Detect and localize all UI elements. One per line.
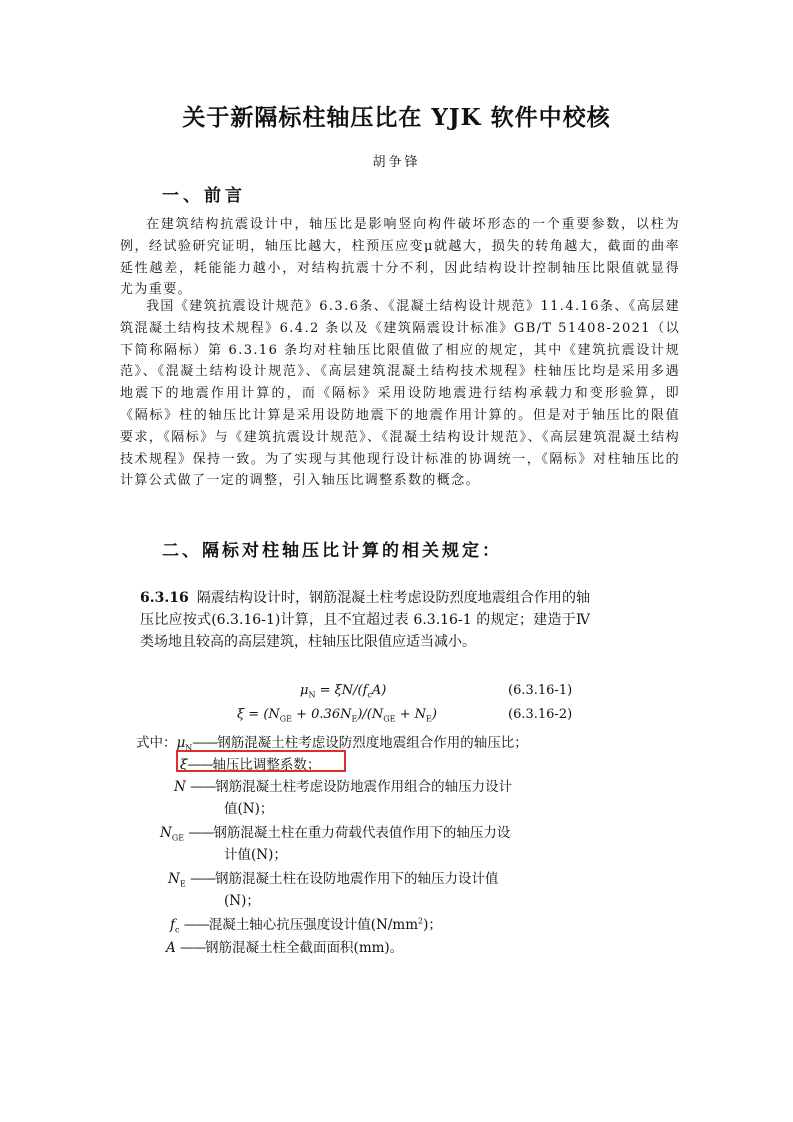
definition-a: A ——钢筋混凝土柱全截面面积(mm)。: [166, 940, 404, 956]
definition-nge: $N_{GE}$ ——钢筋混凝土柱在重力荷载代表值作用下的轴压力设: [160, 825, 511, 843]
definition-n: N ——钢筋混凝土柱考虑设防地震作用组合的轴压力设计: [174, 779, 513, 795]
page-title: 关于新隔标柱轴压比在 YJK 软件中校核: [182, 104, 611, 131]
equation-1: $\mu_N = \xi N/(f_cA)$: [300, 683, 387, 700]
definition-xi: ξ——轴压比调整系数；: [180, 757, 321, 773]
definition-n-cont: 值(N)；: [224, 801, 274, 817]
definition-mu: 式中：$\mu_N——$钢筋混凝土柱考虑设防烈度地震组合作用的轴压比；: [136, 735, 528, 753]
highlight-box: [176, 750, 346, 772]
section-heading-rules: 二、隔标对柱轴压比计算的相关规定：: [162, 541, 502, 561]
clause-text: 隔震结构设计时，钢筋混凝土柱考虑设防烈度地震组合作用的轴压比应按式(6.3.16-1)计算，且不宜超过表 6.3.16-1 的规定；建造于Ⅳ类场地且较高的高层建筑，柱轴压比限值应适当减小。: [140, 590, 590, 650]
clause-number: 6.3.16: [140, 590, 189, 606]
author: 胡争锋: [372, 155, 421, 170]
definition-ne-cont: (N)；: [224, 893, 260, 909]
preface-paragraph-2: 我国《建筑抗震设计规范》6.3.6条、《混凝土结构设计规范》11.4.16条、《高层建筑混凝土结构技术规程》6.4.2 条以及《建筑隔震设计标准》GB/T 51408-2021（以下简称隔标）第 6.3.16 条均对柱轴压比限值做了相应的规定，其中《建筑抗震设计规范》、《混凝土结构设计规范》、《高层建筑混凝土结构技术规程》柱轴压比均是采用多遇地震下的地震作用计算的，而《隔标》采用设防地震进行结构承载力和变形验算，即《隔标》柱的轴压比计算是采用设防地震下的地震作用计算的。但是对于轴压比的限值要求，《隔标》与《建筑抗震设计规范》、《混凝土结构设计规范》、《高层建筑混凝土结构技术规程》保持一致。为了实现与其他现行设计标准的协调统一，《隔标》对柱轴压比的计算公式做了一定的调整，引入轴压比调整系数的概念。: [120, 299, 680, 489]
definition-fc: $f_c$ ——混凝土轴心抗压强度设计值$(N/mm^2)$；: [170, 916, 442, 935]
definition-ne: $N_E$ ——钢筋混凝土柱在设防地震作用下的轴压力设计值: [168, 871, 499, 889]
equation-2-number: (6.3.16-2): [508, 707, 573, 722]
clause-excerpt: [140, 587, 590, 653]
preface-paragraph-1: 在建筑结构抗震设计中，轴压比是影响竖向构件破坏形态的一个重要参数，以柱为例，经试验研究证明，轴压比越大，柱预压应变μ就越大，损失的转角越大，截面的曲率延性越差，耗能能力越小，对结构抗震十分不利，因此结构设计控制轴压比限值就显得尤为重要。: [120, 217, 680, 298]
definition-nge-cont: 计值(N)；: [224, 847, 287, 863]
section-heading-preface: 一、前言: [162, 186, 246, 206]
equation-2: $\xi = (N_{GE} + 0.36N_E)/(N_{GE} + N_E)$: [237, 707, 437, 724]
where-label: 式中：: [136, 735, 177, 751]
equation-1-number: (6.3.16-1): [508, 683, 573, 698]
